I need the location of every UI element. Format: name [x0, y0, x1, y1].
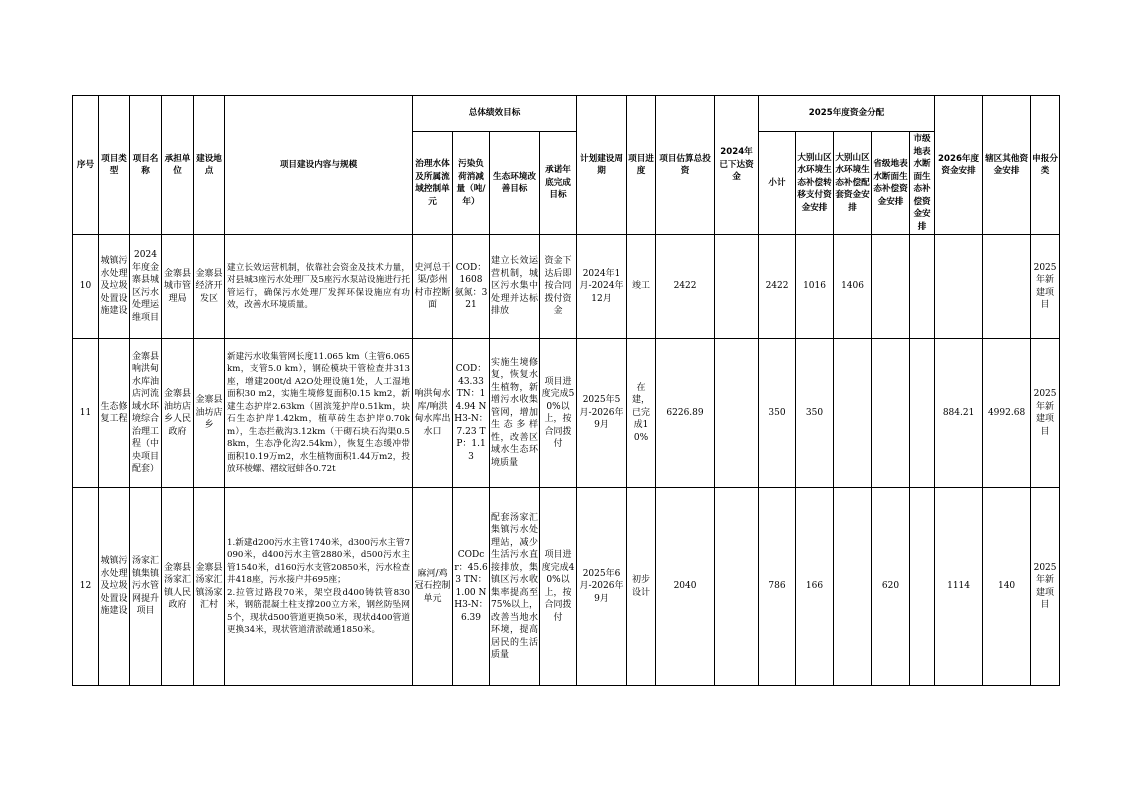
- cell-plan-2026: [935, 235, 983, 339]
- cell-other-funds: 140: [983, 488, 1031, 686]
- cell-content: 新建污水收集管网长度11.065 km（主管6.065 km，支管5.0 km），钢砼模块干管检查井313座，增建200t/d A2O处理设施1处，人工湿地面积30 m2，实施生境修复面积0.15 km2，新建生态护岸2.63km（固滨笼护岸0.51km，块石生态护岸1.42km，植草砖生态护岸0.70km），生态拦截沟3.12km（干砌石块石沟渠0.58km，生态净化沟2.54km），恢复生态缓冲带面积10.19万m2，水生植物面积1.44万m2，投放环棱螺、褶纹冠蚌各0.72t: [225, 339, 413, 488]
- cell-dabie-transfer: 166: [796, 488, 834, 686]
- cell-category: 2025年新建项目: [1031, 488, 1060, 686]
- cell-subtotal: 350: [759, 339, 796, 488]
- header-location: 建设地点: [194, 96, 225, 235]
- cell-category: 2025年新建项目: [1031, 339, 1060, 488]
- cell-content: 1.新建d200污水主管1740米，d300污水主管7090米，d400污水主管2880米，d500污水主管1540米，d160污水支管20850米，污水检查井418座，污水接户井695座； 2.拉管过路段70米，架空段d400铸铁管830米，钢筋混凝土柱支撑200立方米，钢丝防坠网5个，现状d500管道更换50米，现状d400管道更换34米，现状管道清淤疏通1850米。: [225, 488, 413, 686]
- cell-dabie-match: 1406: [834, 235, 872, 339]
- cell-plan-2026: 884.21: [935, 339, 983, 488]
- header-goal-pollution: 污染负荷消减量（吨/年）: [453, 132, 490, 235]
- cell-subtotal: 2422: [759, 235, 796, 339]
- cell-prov-surface: [872, 339, 910, 488]
- cell-period: 2024年1月-2024年12月: [577, 235, 627, 339]
- cell-funds-2024: [715, 488, 759, 686]
- cell-goal-unit: 响洪甸水库/响洪甸水库出水口: [413, 339, 453, 488]
- header-goal-unit: 治理水体及所属流域控制单元: [413, 132, 453, 235]
- header-city-surface: 市级地表水断面生态补偿资金安排: [910, 132, 935, 235]
- cell-city-surface: [910, 488, 935, 686]
- cell-type: 生态修复工程: [99, 339, 130, 488]
- cell-other-funds: 4992.68: [983, 339, 1031, 488]
- cell-dabie-match: [834, 339, 872, 488]
- cell-goal-eco: 实施生境修复，恢复水生植物，新增污水收集管网，增加生态多样性，改善区域水生态环境质量: [490, 339, 540, 488]
- header-subtotal: 小计: [759, 132, 796, 235]
- cell-other-funds: [983, 235, 1031, 339]
- cell-total-invest: 6226.89: [656, 339, 715, 488]
- header-name: 项目名称: [130, 96, 162, 235]
- cell-goal-eco: 建立长效运营机制，城区污水集中处理并达标排放: [490, 235, 540, 339]
- cell-name: 汤家汇镇集镇污水管网提升项目: [130, 488, 162, 686]
- cell-progress: 在建，已完成10%: [627, 339, 656, 488]
- cell-goal-promise: 项目进度完成50%以上，按合同拨付: [540, 339, 577, 488]
- cell-city-surface: [910, 235, 935, 339]
- header-prov-surface: 省级地表水断面生态补偿资金安排: [872, 132, 910, 235]
- cell-name: 金寨县响洪甸水库油店河流域水环境综合治理工程（中央项目配套）: [130, 339, 162, 488]
- header-progress: 项目进度: [627, 96, 656, 235]
- cell-goal-unit: 麻河/鸡冠石控制单元: [413, 488, 453, 686]
- cell-goal-promise: 资金下达后即按合同拨付资金: [540, 235, 577, 339]
- header-type: 项目类型: [99, 96, 130, 235]
- header-seq: 序号: [73, 96, 99, 235]
- header-dabie-transfer: 大别山区水环境生态补偿转移支付资金安排: [796, 132, 834, 235]
- table-row: [73, 235, 1060, 339]
- cell-dabie-transfer: 350: [796, 339, 834, 488]
- cell-goal-pollution: COD：43.33 TN：14.94 NH3-N：7.23 TP：1.13: [453, 339, 490, 488]
- cell-prov-surface: [872, 235, 910, 339]
- cell-progress: 初步设计: [627, 488, 656, 686]
- cell-category: 2025年新建项目: [1031, 235, 1060, 339]
- cell-dabie-match: [834, 488, 872, 686]
- cell-name: 2024年度金寨县城区污水处理运维项目: [130, 235, 162, 339]
- header-goal-promise: 承诺年底完成目标: [540, 132, 577, 235]
- cell-seq: 12: [73, 488, 99, 686]
- cell-total-invest: 2422: [656, 235, 715, 339]
- funding-allocation-table: [72, 95, 1060, 686]
- cell-city-surface: [910, 339, 935, 488]
- table-row: [73, 339, 1060, 488]
- cell-total-invest: 2040: [656, 488, 715, 686]
- cell-seq: 10: [73, 235, 99, 339]
- cell-period: 2025年5月-2026年9月: [577, 339, 627, 488]
- cell-prov-surface: 620: [872, 488, 910, 686]
- cell-funds-2024: [715, 339, 759, 488]
- cell-unit: 金寨县城市管理局: [162, 235, 194, 339]
- header-alloc-2025: 2025年度资金分配: [759, 96, 935, 132]
- cell-location: 金寨县汤家汇镇汤家汇村: [194, 488, 225, 686]
- header-unit: 承担单位: [162, 96, 194, 235]
- header-other-funds: 辖区其他资金安排: [983, 96, 1031, 235]
- cell-seq: 11: [73, 339, 99, 488]
- cell-type: 城镇污水处理及垃圾处置设施建设: [99, 488, 130, 686]
- header-total-invest: 项目估算总投资: [656, 96, 715, 235]
- cell-goal-unit: 史河总干渠/彭州村市控断面: [413, 235, 453, 339]
- cell-goal-pollution: CODcr：45.63 TN：1.00 NH3-N：6.39: [453, 488, 490, 686]
- cell-content: 建立长效运营机制，依靠社会资金及技术力量，对县城3座污水处理厂及5座污水泵站设施进行托管运行，确保污水处理厂发挥环保设施应有功效，改善水环境质量。: [225, 235, 413, 339]
- header-period: 计划建设周期: [577, 96, 627, 235]
- cell-period: 2025年6月-2026年9月: [577, 488, 627, 686]
- header-dabie-match: 大别山区水环境生态补偿配套资金安排: [834, 132, 872, 235]
- cell-goal-pollution: COD：1608 氨氮：321: [453, 235, 490, 339]
- header-category: 申报分类: [1031, 96, 1060, 235]
- header-goals: 总体绩效目标: [413, 96, 577, 132]
- cell-progress: 竣工: [627, 235, 656, 339]
- cell-unit: 金寨县汤家汇镇人民政府: [162, 488, 194, 686]
- header-funds-2024: 2024年已下达资金: [715, 96, 759, 235]
- table-row: [73, 488, 1060, 686]
- header-content: 项目建设内容与规模: [225, 96, 413, 235]
- cell-goal-eco: 配套汤家汇集镇污水处理站，减少生活污水直接排放，集镇区污水收集率提高至75%以上，改善当地水环境，提高居民的生活质量: [490, 488, 540, 686]
- cell-goal-promise: 项目进度完成40%以上，按合同拨付: [540, 488, 577, 686]
- header-plan-2026: 2026年度资金安排: [935, 96, 983, 235]
- cell-location: 金寨县油坊店乡: [194, 339, 225, 488]
- cell-funds-2024: [715, 235, 759, 339]
- cell-dabie-transfer: 1016: [796, 235, 834, 339]
- cell-subtotal: 786: [759, 488, 796, 686]
- cell-type: 城镇污水处理及垃圾处置设施建设: [99, 235, 130, 339]
- header-goal-eco: 生态环境改善目标: [490, 132, 540, 235]
- cell-plan-2026: 1114: [935, 488, 983, 686]
- cell-unit: 金寨县油坊店乡人民政府: [162, 339, 194, 488]
- cell-location: 金寨县经济开发区: [194, 235, 225, 339]
